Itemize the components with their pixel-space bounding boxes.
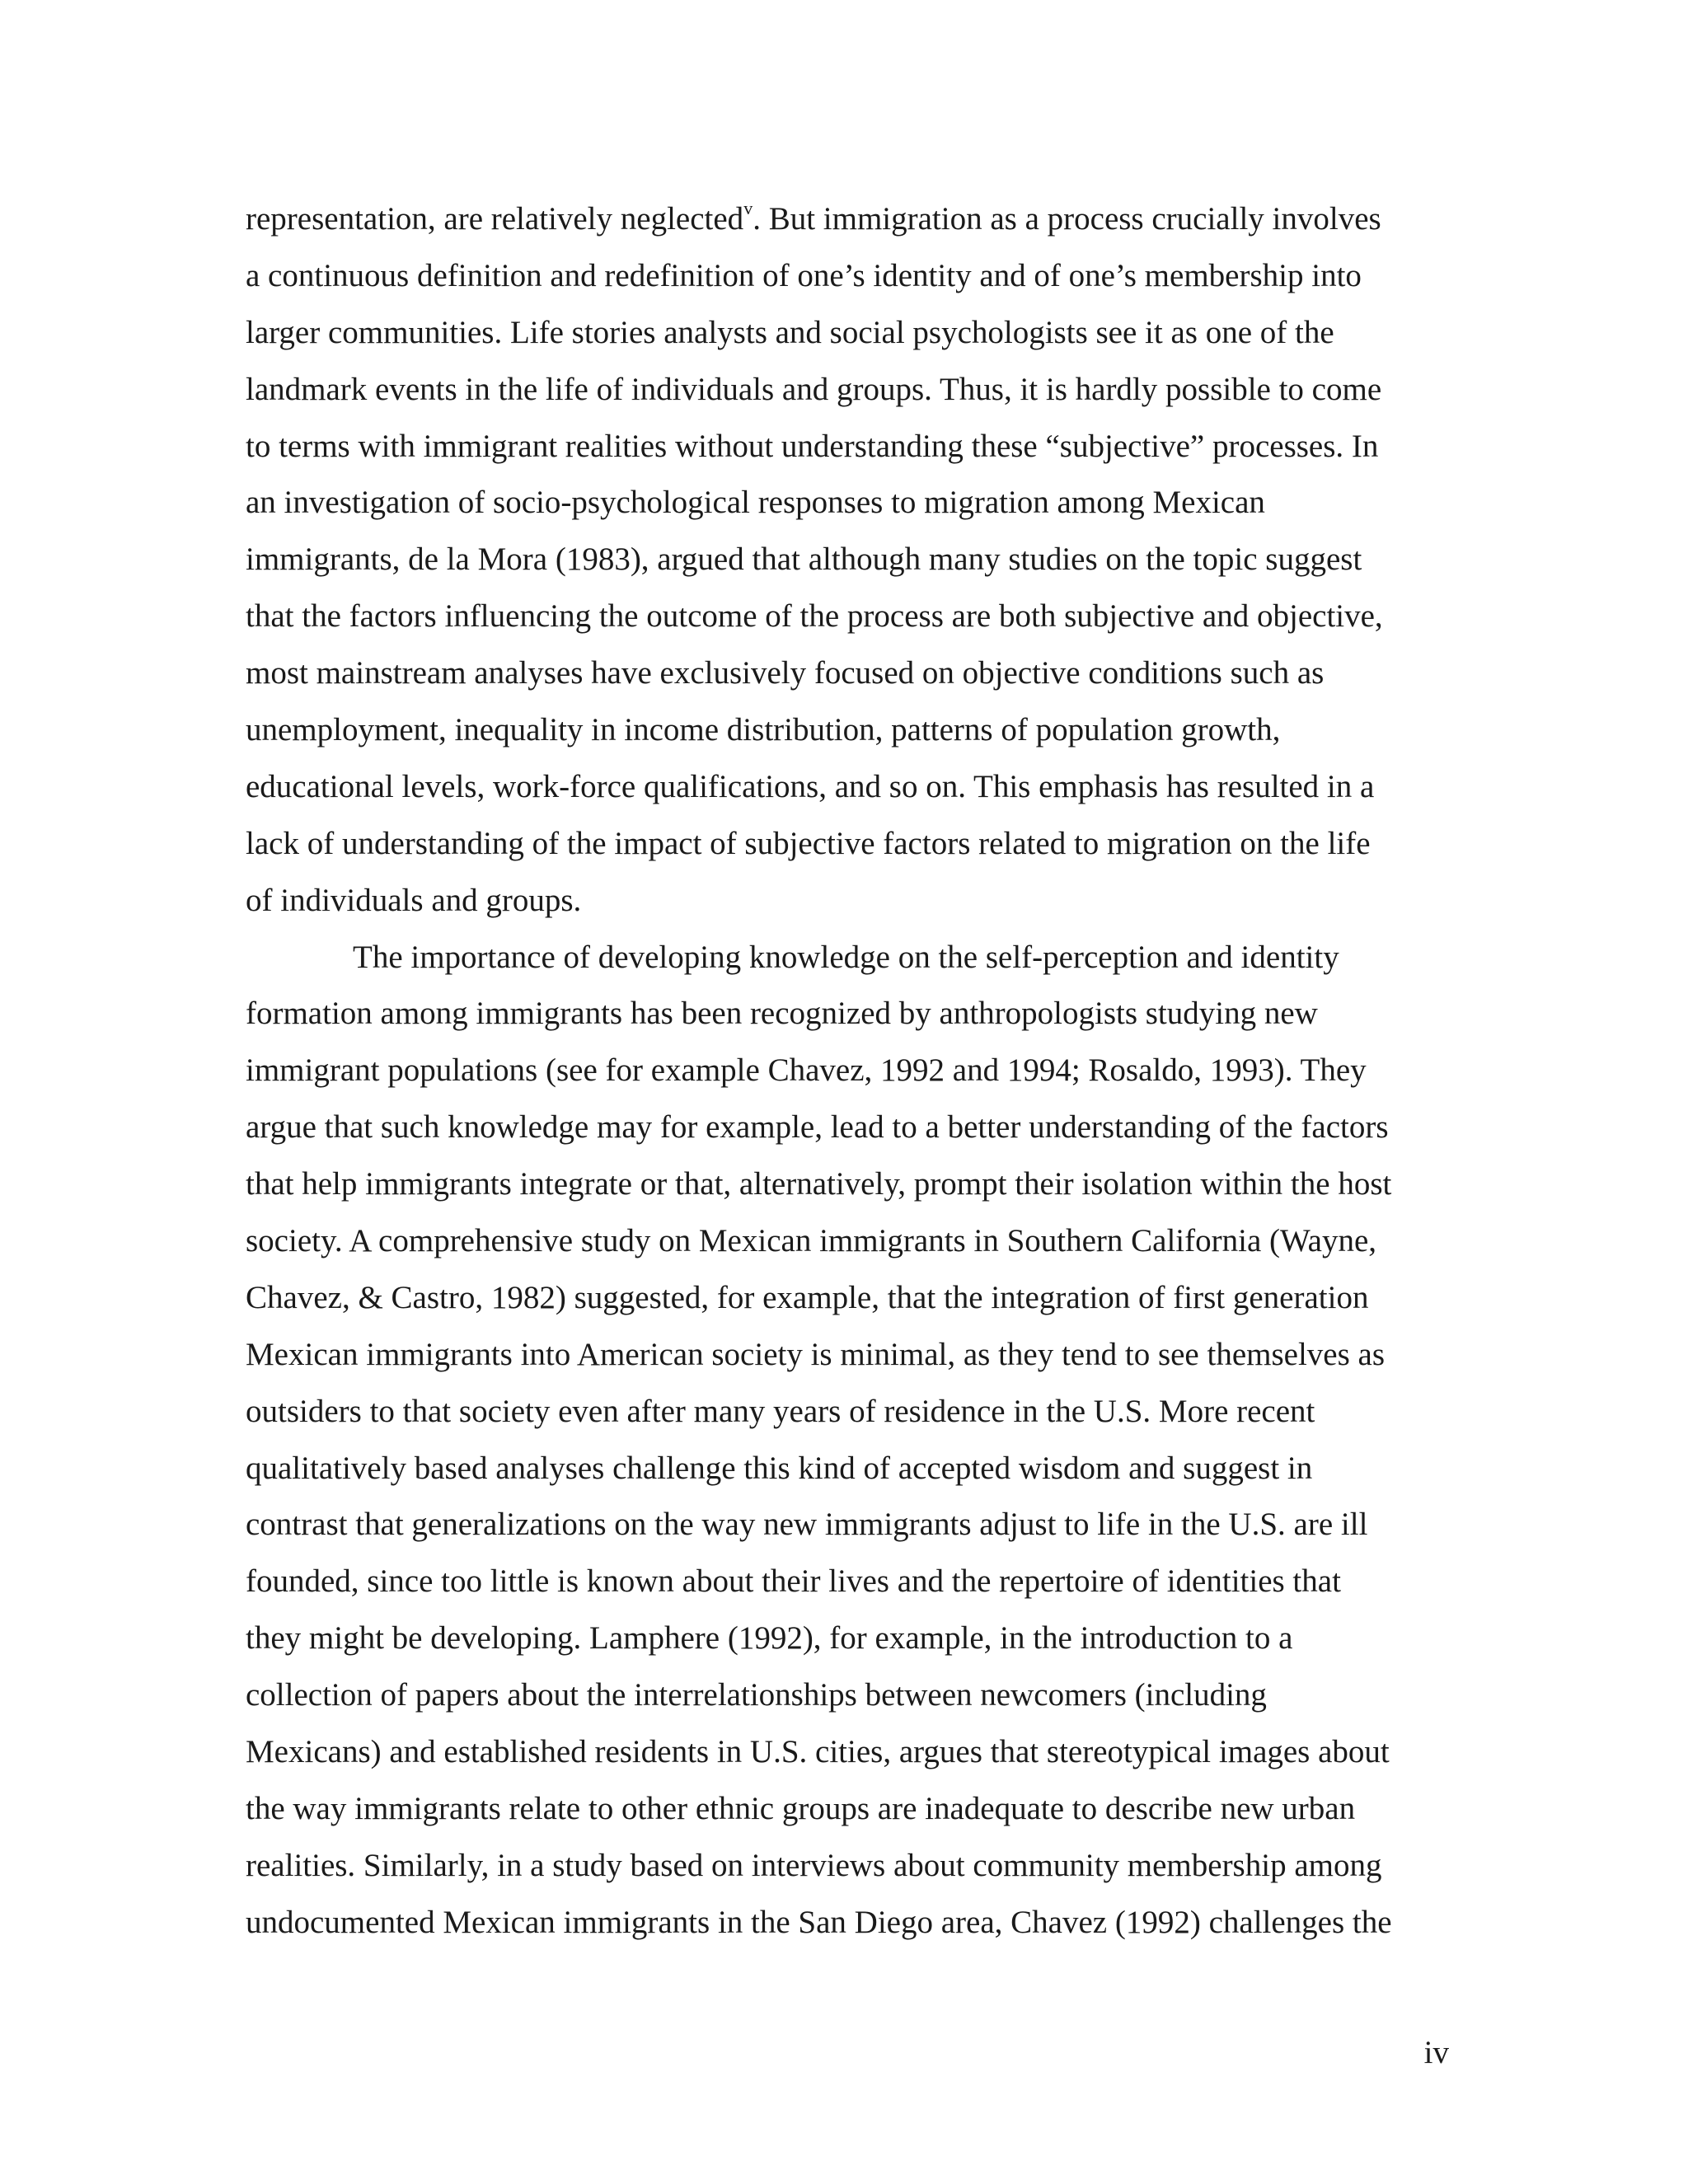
text-line	[246, 191, 1449, 248]
line-text: . But immigration as a process crucially involves	[753, 201, 1381, 237]
text-line: immigrants, de la Mora (1983), argued that although many studies on the topic suggest	[246, 541, 1362, 578]
text-line: realities. Similarly, in a study based on interviews about community membership among	[246, 1847, 1382, 1883]
text-line: contrast that generalizations on the way new immigrants adjust to life in the U.S. are ill	[246, 1507, 1368, 1543]
line-text: representation, are relatively neglected	[246, 201, 744, 237]
text-line: they might be developing. Lamphere (1992), for example, in the introduction to a	[246, 1620, 1293, 1657]
text-line: landmark events in the life of individuals and groups. Thus, it is hardly possible to come	[246, 371, 1382, 407]
text-line: collection of papers about the interrelationships between newcomers (including	[246, 1677, 1267, 1713]
text-line: of individuals and groups.	[246, 882, 582, 918]
text-line: Mexican immigrants into American society is minimal, as they tend to see themselves as	[246, 1336, 1386, 1372]
text-line: educational levels, work-force qualifications, and so on. This emphasis has resulted in a	[246, 768, 1375, 804]
footnote-marker: v	[743, 198, 753, 218]
text-line: argue that such knowledge may for example, lead to a better understanding of the factors	[246, 1109, 1389, 1146]
page-number: iv	[1423, 2035, 1449, 2070]
text-line: founded, since too little is known about their lives and the repertoire of identities that	[246, 1563, 1341, 1600]
text-line: that help immigrants integrate or that, alternatively, prompt their isolation within the host	[246, 1166, 1392, 1202]
text-line: outsiders to that society even after many years of residence in the U.S. More recent	[246, 1393, 1315, 1429]
document-body	[246, 191, 1449, 1952]
text-line: unemployment, inequality in income distribution, patterns of population growth,	[246, 712, 1281, 748]
text-line: most mainstream analyses have exclusively focused on objective conditions such as	[246, 655, 1325, 691]
text-line: an investigation of socio-psychological responses to migration among Mexican	[246, 485, 1265, 521]
paragraph-2	[246, 930, 1449, 1952]
text-line: the way immigrants relate to other ethnic groups are inadequate to describe new urban	[246, 1790, 1356, 1826]
text-line: qualitatively based analyses challenge this kind of accepted wisdom and suggest in	[246, 1450, 1313, 1486]
text-line: a continuous definition and redefinition of one’s identity and of one’s membership into	[246, 257, 1362, 293]
text-line: lack of understanding of the impact of subjective factors related to migration on the life	[246, 825, 1371, 861]
text-line: Chavez, & Castro, 1982) suggested, for example, that the integration of first generation	[246, 1279, 1369, 1315]
text-line: society. A comprehensive study on Mexican immigrants in Southern California (Wayne,	[246, 1223, 1377, 1259]
text-line: immigrant populations (see for example Chavez, 1992 and 1994; Rosaldo, 1993). They	[246, 1052, 1367, 1089]
text-line: The importance of developing knowledge on the self-perception and identity	[353, 939, 1339, 975]
text-line: undocumented Mexican immigrants in the San Diego area, Chavez (1992) challenges the	[246, 1904, 1392, 1940]
text-line: Mexicans) and established residents in U.S. cities, argues that stereotypical images about	[246, 1734, 1390, 1770]
text-line: formation among immigrants has been recognized by anthropologists studying new	[246, 996, 1318, 1032]
paragraph-1	[246, 191, 1449, 930]
text-line: larger communities. Life stories analysts and social psychologists see it as one of the	[246, 314, 1334, 350]
text-line: that the factors influencing the outcome of the process are both subjective and objective,	[246, 598, 1383, 635]
text-line: to terms with immigrant realities without understanding these “subjective” processes. In	[246, 428, 1379, 464]
